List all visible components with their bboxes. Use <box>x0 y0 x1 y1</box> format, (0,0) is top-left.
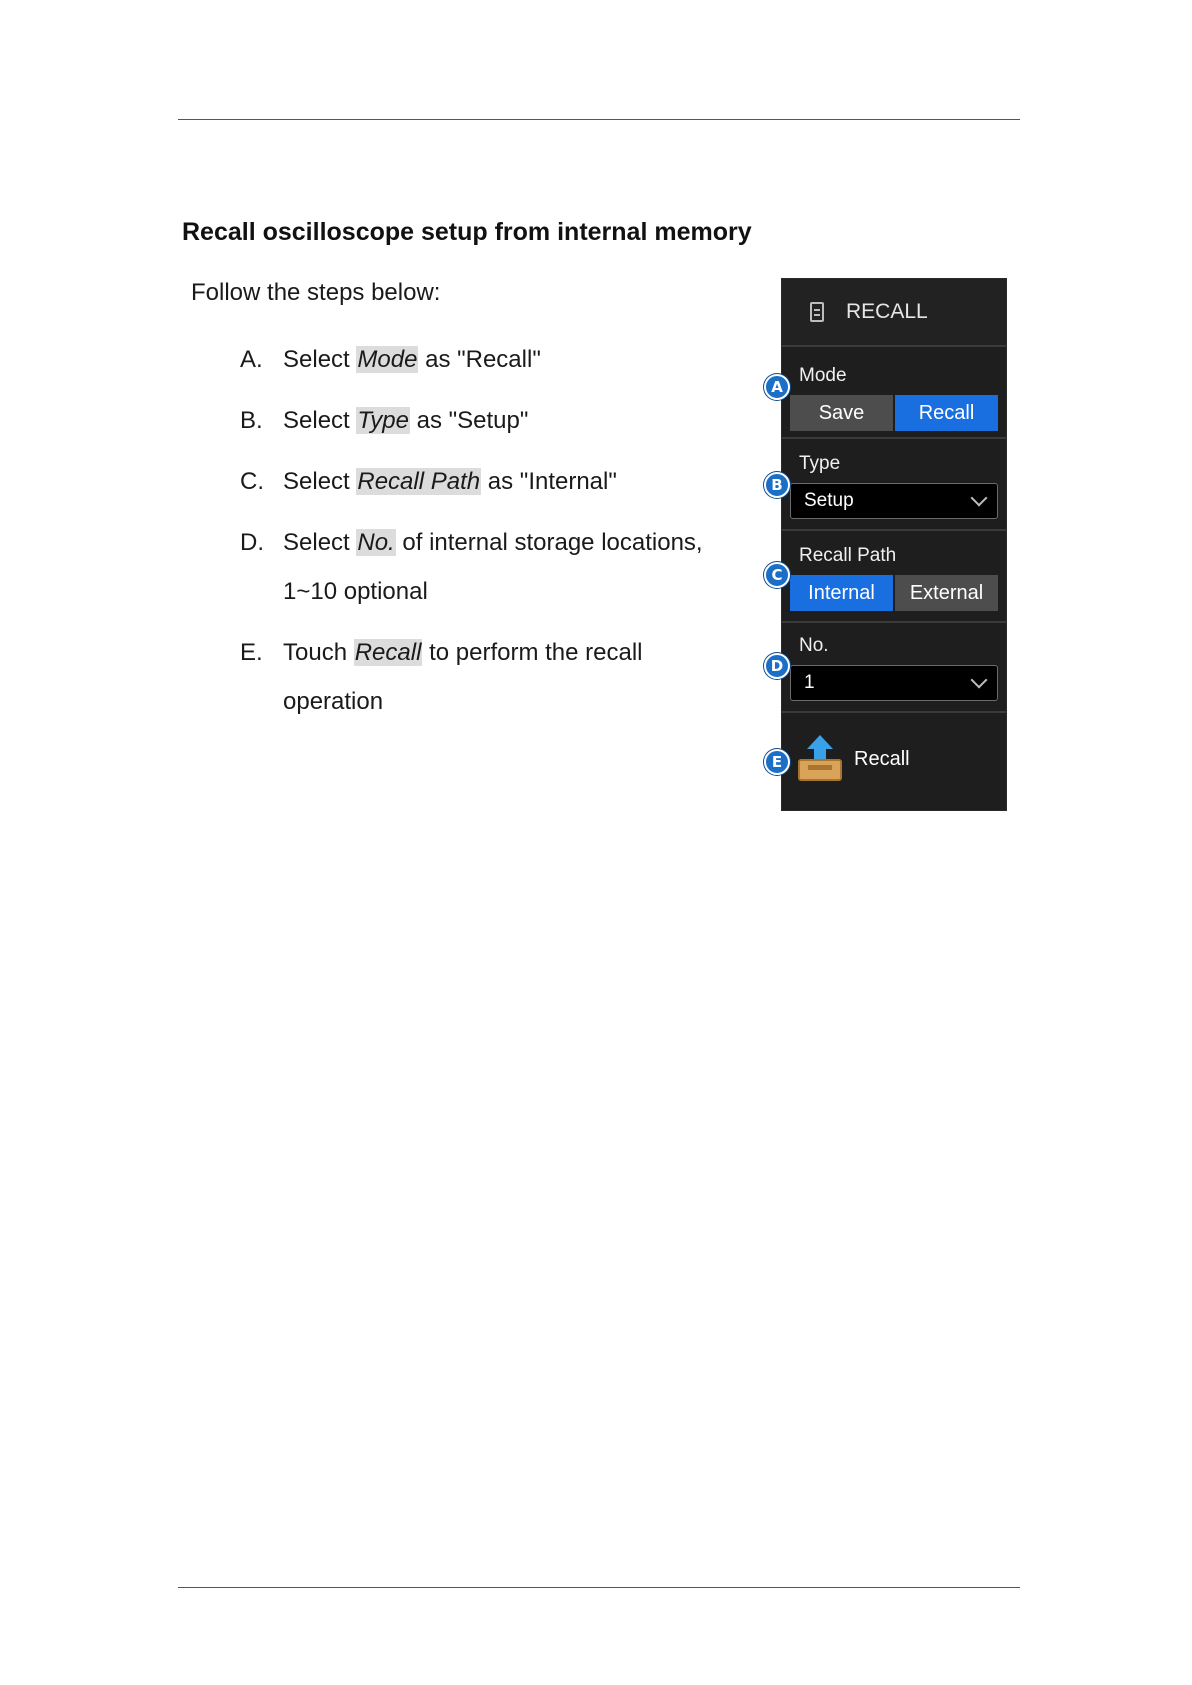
footer-rule <box>178 1587 1020 1588</box>
recall-panel <box>781 278 1007 811</box>
recall-path-toggle <box>790 575 998 611</box>
mode-section <box>782 347 1006 439</box>
number-value: 1 <box>804 672 815 693</box>
step-term: Type <box>357 407 409 434</box>
recall-path-section <box>782 531 1006 623</box>
section-title: Recall oscilloscope setup from internal memory <box>182 218 752 246</box>
type-value: Setup <box>804 490 854 511</box>
number-section <box>782 623 1006 713</box>
step-text: Select <box>283 346 357 373</box>
step-letter: A. <box>240 346 263 373</box>
chevron-down-icon <box>971 490 988 507</box>
step-term: No. <box>357 529 395 556</box>
type-section <box>782 439 1006 531</box>
step-e <box>240 628 740 726</box>
step-d <box>240 518 740 616</box>
recall-button[interactable] <box>782 713 1006 805</box>
step-letter: D. <box>240 529 264 556</box>
callout-badge-d: D <box>764 653 790 679</box>
number-label: No. <box>799 635 829 656</box>
recall-path-label: Recall Path <box>799 545 897 566</box>
step-continuation: operation <box>283 688 384 715</box>
step-b <box>240 396 740 445</box>
recall-tray-icon <box>796 735 844 783</box>
step-a <box>240 335 740 384</box>
recall-button-label: Recall <box>854 747 910 770</box>
callout-badge-b: B <box>764 472 790 498</box>
step-text: Select <box>283 407 357 434</box>
steps-list <box>240 335 740 738</box>
path-internal-button[interactable]: Internal <box>790 575 893 611</box>
step-letter: C. <box>240 468 264 495</box>
callout-badge-a: A <box>764 374 790 400</box>
step-text: as "Recall" <box>418 346 541 373</box>
document-icon <box>810 302 824 322</box>
step-text: Select <box>283 468 357 495</box>
step-text: to perform the recall <box>422 639 643 666</box>
mode-save-button[interactable]: Save <box>790 395 893 431</box>
number-dropdown[interactable] <box>790 665 998 701</box>
step-term: Mode <box>357 346 418 373</box>
chevron-down-icon <box>971 672 988 689</box>
intro-text: Follow the steps below: <box>191 279 441 306</box>
mode-label: Mode <box>799 365 847 386</box>
mode-recall-button[interactable]: Recall <box>895 395 998 431</box>
step-term: Recall <box>354 639 422 666</box>
step-text: as "Setup" <box>409 407 529 434</box>
callout-badge-e: E <box>764 749 790 775</box>
step-continuation: 1~10 optional <box>283 578 428 605</box>
mode-toggle <box>790 395 998 431</box>
step-text: as "Internal" <box>481 468 617 495</box>
step-text: Select <box>283 529 357 556</box>
step-text: of internal storage locations, <box>395 529 703 556</box>
type-label: Type <box>799 453 841 474</box>
panel-title: RECALL <box>846 300 928 323</box>
path-external-button[interactable]: External <box>895 575 998 611</box>
type-dropdown[interactable] <box>790 483 998 519</box>
step-term: Recall Path <box>357 468 481 495</box>
step-c <box>240 457 740 506</box>
step-letter: B. <box>240 407 263 434</box>
step-text: Touch <box>283 639 354 666</box>
header-rule <box>178 119 1020 120</box>
step-letter: E. <box>240 639 263 666</box>
panel-header <box>782 279 1006 347</box>
callout-badge-c: C <box>764 562 790 588</box>
